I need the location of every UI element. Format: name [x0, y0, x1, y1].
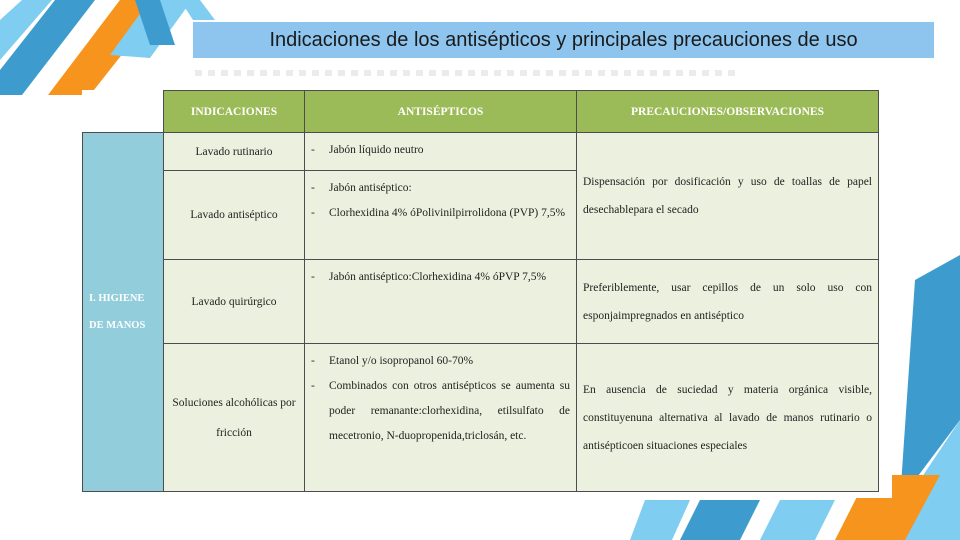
stripe-blue-bottom-right-2 — [680, 500, 760, 540]
list-item: - Combinados con otros antisépticos se aumenta su poder remanante:clorhexidina, etilsulfato de mecetronio, N-duopropenida,triclosán, etc. — [311, 380, 570, 442]
list-item: - Etanol y/o isopropanol 60-70% — [311, 355, 474, 367]
antiseptics-table — [82, 90, 879, 492]
precauciones-cell: Preferiblemente, usar cepillos de un solo uso con esponjaimpregnados en antiséptico — [577, 260, 879, 344]
indicacion-cell: Soluciones alcohólicas por fricción — [164, 344, 305, 492]
list-item: - Jabón líquido neutro — [311, 144, 424, 156]
slide-title: Indicaciones de los antisépticos y principales precauciones de uso — [269, 28, 858, 51]
antisepticos-cell — [305, 171, 577, 260]
precauciones-cell: En ausencia de suciedad y materia orgánica visible, constituyenuna alternativa al lavado de manos rutinario o antisépticoen situaciones especiales — [577, 344, 879, 492]
table-row — [83, 260, 879, 344]
antisepticos-cell — [305, 260, 577, 344]
indicacion-cell: Lavado antiséptico — [164, 171, 305, 260]
table-header-row — [83, 91, 879, 133]
table-row — [83, 133, 879, 171]
header-indicaciones: INDICACIONES — [164, 91, 305, 133]
header-antisepticos: ANTISÉPTICOS — [305, 91, 577, 133]
slide-title-bar — [193, 22, 934, 58]
list-item: - Jabón antiséptico:Clorhexidina 4% óPVP 7,5% — [311, 271, 547, 283]
list-item: - Jabón antiséptico: — [311, 182, 412, 194]
faint-caption-line — [195, 70, 735, 76]
category-cell-higiene-de-manos: I. HIGIENE DE MANOS — [83, 133, 164, 492]
table-row — [83, 344, 879, 492]
list-item: - Clorhexidina 4% óPolivinilpirrolidona (PVP) 7,5% — [311, 207, 566, 219]
precauciones-cell: Dispensación por dosificación y uso de toallas de papel desechablepara el secado — [577, 133, 879, 260]
stripe-light-blue-bottom-right-3 — [630, 500, 690, 540]
indicacion-cell: Lavado quirúrgico — [164, 260, 305, 344]
stripe-light-blue-bottom-right-2 — [760, 500, 835, 540]
header-precauciones: PRECAUCIONES/OBSERVACIONES — [577, 91, 879, 133]
empty-corner-cell — [83, 91, 164, 133]
antisepticos-cell — [305, 133, 577, 171]
stripe-light-blue-top-left-3 — [180, 0, 215, 20]
antisepticos-cell — [305, 344, 577, 492]
indicacion-cell: Lavado rutinario — [164, 133, 305, 171]
